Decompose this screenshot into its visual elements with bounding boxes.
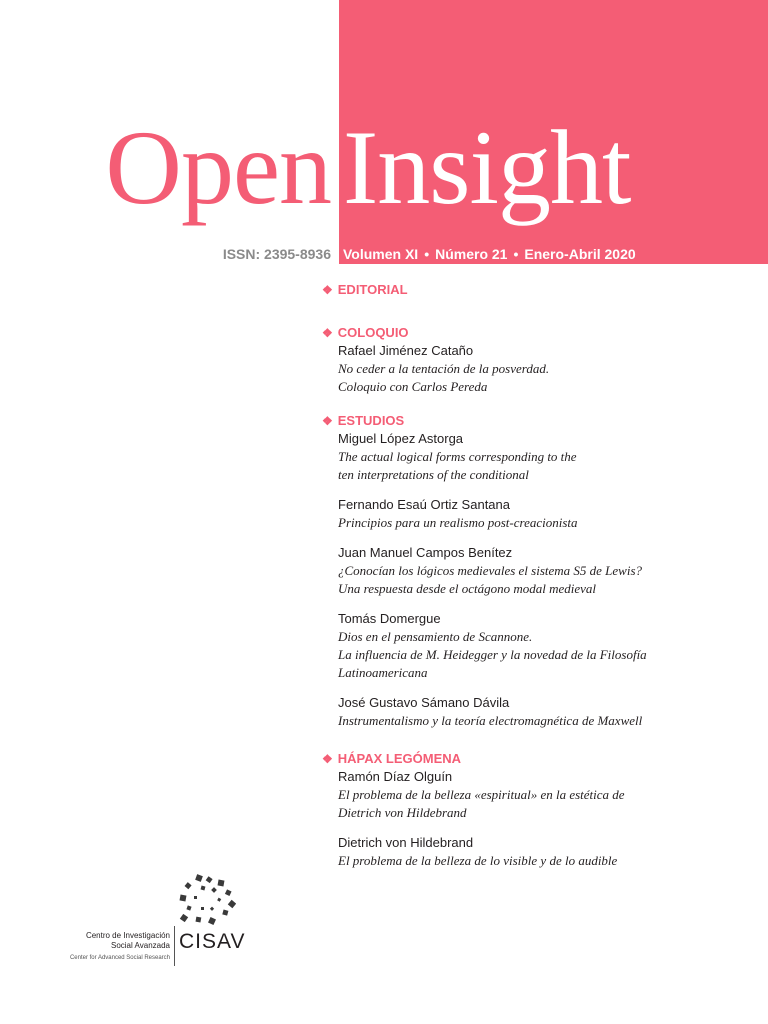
logo-line-2: Social Avanzada [110,941,170,950]
entry-title-line: El problema de la belleza «espiritual» en la estética de [338,787,625,802]
section-heading-label: ESTUDIOS [337,413,405,428]
toc-entry [338,430,762,484]
diamond-bullet-icon: ❖ [322,283,333,297]
logo-line-3: Center for Advanced Social Research [69,955,170,961]
separator-dot: • [424,246,430,262]
section-heading [322,412,762,430]
entry-author: Juan Manuel Campos Benítez [338,545,513,560]
section-hapax-legomena [322,750,762,870]
section-heading-label: HÁPAX LEGÓMENA [337,751,462,766]
toc-entry [338,768,762,822]
entry-title-line: ¿Conocían los lógicos medievales el sistema S5 de Lewis? [338,563,643,578]
logo-divider [174,926,175,966]
issue-info [343,246,636,262]
entry-title-line: Una respuesta desde el octágono modal medieval [338,581,597,596]
cisav-logo [52,874,252,974]
entry-author: Tomás Domergue [338,611,441,626]
entry-title-line: El problema de la belleza de lo visible y de lo audible [338,853,618,868]
entry-title-line: ten interpretations of the conditional [338,467,529,482]
entry-author: José Gustavo Sámano Dávila [338,695,510,710]
entry-author: Dietrich von Hildebrand [338,835,474,850]
toc-entry [338,342,762,396]
toc-entry [338,694,762,730]
period-label: Enero-Abril 2020 [524,246,636,262]
entry-author: Ramón Díaz Olguín [338,769,453,784]
entry-title-line: The actual logical forms corresponding to the [338,449,577,464]
section-heading [322,324,762,342]
entry-title-line: Dios en el pensamiento de Scannone. [338,629,533,644]
section-heading-label: EDITORIAL [337,282,408,297]
diamond-bullet-icon: ❖ [322,414,333,428]
toc-entry [338,834,762,870]
section-estudios [322,412,762,730]
entry-author: Miguel López Astorga [338,431,464,446]
journal-title-insight: Insight [343,109,631,226]
logo-name: CISAV [179,930,246,953]
cisav-logo-text [52,931,170,963]
table-of-contents [322,281,762,884]
toc-entry [338,496,762,532]
cisav-mark-icon [178,874,236,926]
entry-title-line: Principios para un realismo post-creacionista [338,515,578,530]
journal-title-open: Open [105,109,331,226]
entry-title-line: Dietrich von Hildebrand [338,805,467,820]
entry-title-line: Latinoamericana [338,665,428,680]
number-label: Número 21 [435,246,508,262]
toc-entry [338,610,762,682]
logo-line-1: Centro de Investigación [85,931,170,940]
section-coloquio [322,324,762,396]
entry-title-line: Instrumentalismo y la teoría electromagnética de Maxwell [338,713,643,728]
volume-label: Volumen XI [343,246,419,262]
entry-title-line: La influencia de M. Heidegger y la novedad de la Filosofía [338,647,647,662]
section-heading [322,750,762,768]
entry-title-line: Coloquio con Carlos Pereda [338,379,488,394]
toc-entry [338,544,762,598]
separator-dot: • [513,246,519,262]
section-heading-label: COLOQUIO [337,325,409,340]
section-editorial [322,281,762,299]
diamond-bullet-icon: ❖ [322,752,333,766]
entry-title-line: No ceder a la tentación de la posverdad. [338,361,550,376]
issn-label: ISSN: 2395-8936 [222,246,331,262]
entry-author: Rafael Jiménez Cataño [338,343,474,358]
diamond-bullet-icon: ❖ [322,326,333,340]
section-heading [322,281,762,299]
entry-author: Fernando Esaú Ortiz Santana [338,497,510,512]
